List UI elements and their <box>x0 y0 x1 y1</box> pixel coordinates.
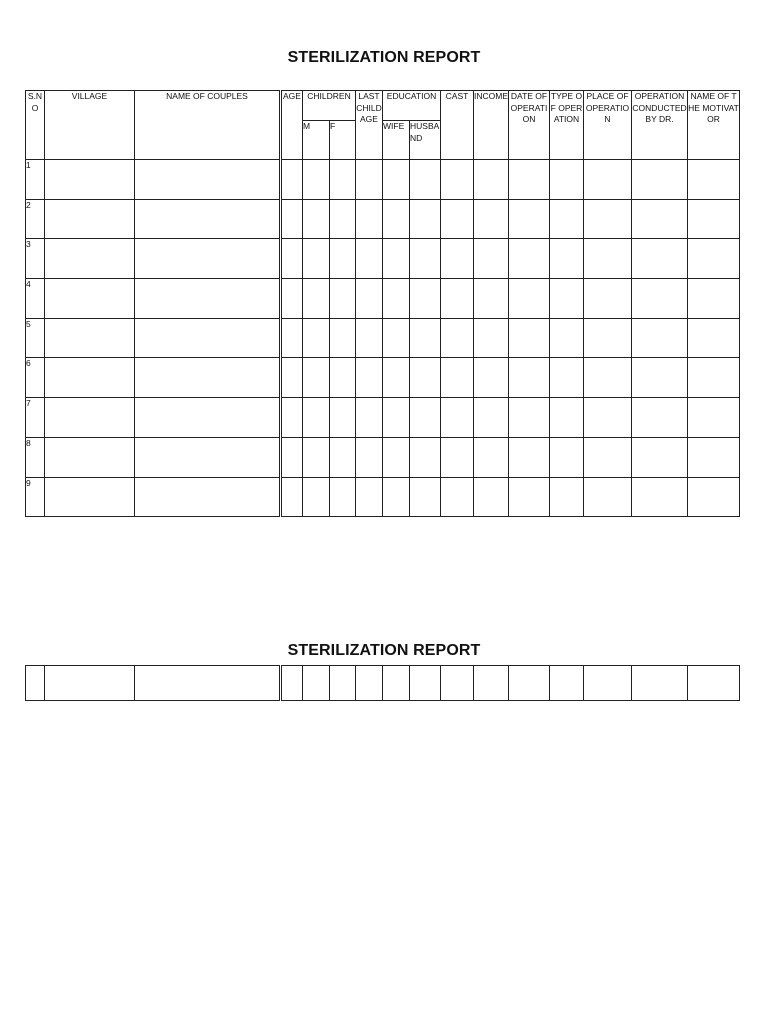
table-cell <box>330 398 356 438</box>
table-cell <box>632 318 688 358</box>
table-cell <box>135 199 280 239</box>
header-sno: S.NO <box>26 91 45 160</box>
table-cell <box>383 199 410 239</box>
table-cell <box>410 666 441 701</box>
table-cell <box>632 160 688 200</box>
header-cast: CAST <box>441 91 474 160</box>
table-cell <box>330 279 356 319</box>
table-row <box>26 239 740 279</box>
table-row <box>26 477 740 517</box>
row-number: 8 <box>26 437 45 477</box>
table-cell <box>550 160 584 200</box>
table-cell <box>383 666 410 701</box>
table-cell <box>383 279 410 319</box>
table-cell <box>383 437 410 477</box>
table-cell <box>509 666 550 701</box>
table-cell <box>474 160 509 200</box>
table-cell <box>26 666 45 701</box>
table-cell <box>135 666 280 701</box>
report-title-repeat: STERILIZATION REPORT <box>287 642 481 659</box>
table-cell <box>330 160 356 200</box>
table-cell <box>330 358 356 398</box>
table-cell <box>356 199 383 239</box>
table-cell <box>509 318 550 358</box>
header-last-child-age: LAST CHILD AGE <box>356 91 383 160</box>
sterilization-report-table <box>25 90 740 517</box>
table-cell <box>383 160 410 200</box>
table-row <box>26 279 740 319</box>
table-cell <box>303 358 330 398</box>
table-cell <box>330 199 356 239</box>
header-name-of-couples: NAME OF COUPLES <box>135 91 280 160</box>
table-cell <box>688 477 740 517</box>
table-cell <box>135 437 280 477</box>
table-cell <box>45 398 135 438</box>
table-cell <box>356 477 383 517</box>
table-row <box>26 398 740 438</box>
table-cell <box>303 437 330 477</box>
table-cell <box>383 398 410 438</box>
table-cell <box>282 358 303 398</box>
table-cell <box>135 318 280 358</box>
table-cell <box>303 318 330 358</box>
table-cell <box>584 199 632 239</box>
row-number: 2 <box>26 199 45 239</box>
header-children: CHILDREN <box>303 91 356 121</box>
table-row <box>26 666 740 701</box>
row-number: 9 <box>26 477 45 517</box>
table-cell <box>45 477 135 517</box>
table-cell <box>474 318 509 358</box>
header-education-husband: HUSBAND <box>410 121 441 160</box>
table-cell <box>282 318 303 358</box>
table-cell <box>303 398 330 438</box>
table-cell <box>303 239 330 279</box>
table-cell <box>584 279 632 319</box>
table-cell <box>356 239 383 279</box>
table-cell <box>688 666 740 701</box>
table-cell <box>584 477 632 517</box>
table-cell <box>474 199 509 239</box>
table-row <box>26 358 740 398</box>
table-cell <box>688 199 740 239</box>
table-cell <box>410 279 441 319</box>
table-cell <box>632 358 688 398</box>
table-cell <box>441 318 474 358</box>
table-cell <box>441 239 474 279</box>
table-cell <box>474 398 509 438</box>
table-cell <box>474 279 509 319</box>
table-cell <box>632 199 688 239</box>
table-cell <box>474 666 509 701</box>
table-cell <box>45 160 135 200</box>
table-cell <box>410 477 441 517</box>
table-cell <box>356 666 383 701</box>
table-cell <box>303 666 330 701</box>
table-cell <box>441 437 474 477</box>
table-cell <box>410 199 441 239</box>
table-cell <box>509 358 550 398</box>
table-cell <box>550 199 584 239</box>
table-cell <box>550 477 584 517</box>
table-cell <box>282 477 303 517</box>
table-cell <box>550 279 584 319</box>
header-income: INCOME <box>474 91 509 160</box>
table-cell <box>45 199 135 239</box>
table-cell <box>282 666 303 701</box>
header-education-wife: WIFE <box>383 121 410 160</box>
table-cell <box>584 437 632 477</box>
table-cell <box>282 199 303 239</box>
table-cell <box>410 318 441 358</box>
report-title: STERILIZATION REPORT <box>287 49 481 66</box>
table-cell <box>45 239 135 279</box>
table-cell <box>410 160 441 200</box>
table-cell <box>135 358 280 398</box>
table-cell <box>303 477 330 517</box>
row-number: 7 <box>26 398 45 438</box>
header-place-of-operation: PLACE OF OPERATION <box>584 91 632 160</box>
table-cell <box>45 437 135 477</box>
header-children-female: F <box>330 121 356 160</box>
table-cell <box>330 239 356 279</box>
table-cell <box>632 279 688 319</box>
header-type-of-operation: TYPE OF OPERATION <box>550 91 584 160</box>
table-cell <box>509 160 550 200</box>
table-cell <box>550 398 584 438</box>
table-cell <box>632 398 688 438</box>
table-cell <box>356 398 383 438</box>
table-cell <box>410 358 441 398</box>
table-cell <box>441 666 474 701</box>
table-cell <box>410 239 441 279</box>
table-cell <box>550 239 584 279</box>
table-cell <box>441 160 474 200</box>
table-cell <box>509 398 550 438</box>
table-cell <box>282 279 303 319</box>
header-date-of-operation: DATE OF OPERATION <box>509 91 550 160</box>
table-cell <box>383 318 410 358</box>
table-cell <box>474 358 509 398</box>
table-cell <box>584 318 632 358</box>
row-number: 1 <box>26 160 45 200</box>
table-cell <box>303 199 330 239</box>
table-cell <box>509 239 550 279</box>
header-name-of-motivator: NAME OF THE MOTIVATOR <box>688 91 740 160</box>
table-cell <box>632 666 688 701</box>
header-education: EDUCATION <box>383 91 441 121</box>
table-cell <box>688 239 740 279</box>
row-number: 3 <box>26 239 45 279</box>
sterilization-report-table-continued <box>25 665 740 701</box>
table-cell <box>550 666 584 701</box>
table-cell <box>688 398 740 438</box>
table-cell <box>441 279 474 319</box>
table-cell <box>383 239 410 279</box>
header-village: VILLAGE <box>45 91 135 160</box>
table-cell <box>550 358 584 398</box>
table-cell <box>474 437 509 477</box>
table-row <box>26 437 740 477</box>
table-cell <box>584 398 632 438</box>
row-number: 5 <box>26 318 45 358</box>
table-cell <box>356 358 383 398</box>
table-cell <box>441 477 474 517</box>
table-cell <box>688 437 740 477</box>
table-cell <box>383 477 410 517</box>
table-cell <box>356 279 383 319</box>
table-cell <box>330 477 356 517</box>
table-cell <box>282 398 303 438</box>
table-cell <box>282 160 303 200</box>
table-cell <box>584 239 632 279</box>
table-cell <box>330 666 356 701</box>
table-cell <box>45 666 135 701</box>
table-cell <box>330 318 356 358</box>
table-cell <box>509 437 550 477</box>
table-cell <box>303 160 330 200</box>
table-row <box>26 160 740 200</box>
table-cell <box>632 437 688 477</box>
table-cell <box>632 239 688 279</box>
table-cell <box>441 398 474 438</box>
table-cell <box>688 279 740 319</box>
table-cell <box>135 160 280 200</box>
table-cell <box>356 160 383 200</box>
table-cell <box>474 239 509 279</box>
table-cell <box>550 437 584 477</box>
table-cell <box>410 398 441 438</box>
table-cell <box>688 160 740 200</box>
table-cell <box>632 477 688 517</box>
table-cell <box>45 358 135 398</box>
table-cell <box>356 437 383 477</box>
header-children-male: M <box>303 121 330 160</box>
table-cell <box>509 279 550 319</box>
table-cell <box>688 318 740 358</box>
table-cell <box>135 279 280 319</box>
table-row <box>26 318 740 358</box>
table-cell <box>303 279 330 319</box>
table-cell <box>330 437 356 477</box>
table-cell <box>550 318 584 358</box>
row-number: 6 <box>26 358 45 398</box>
table-cell <box>441 358 474 398</box>
table-cell <box>282 239 303 279</box>
table-cell <box>688 358 740 398</box>
table-cell <box>356 318 383 358</box>
table-cell <box>584 358 632 398</box>
row-number: 4 <box>26 279 45 319</box>
table-cell <box>509 199 550 239</box>
table-cell <box>474 477 509 517</box>
table-cell <box>135 477 280 517</box>
header-age: AGE <box>282 91 303 160</box>
table-cell <box>282 437 303 477</box>
table-cell <box>135 239 280 279</box>
table-cell <box>584 160 632 200</box>
table-cell <box>383 358 410 398</box>
header-operation-conducted-by: OPERATION CONDUCTED BY DR. <box>632 91 688 160</box>
table-row <box>26 199 740 239</box>
table-cell <box>441 199 474 239</box>
table-cell <box>45 318 135 358</box>
table-cell <box>509 477 550 517</box>
table-cell <box>135 398 280 438</box>
table-cell <box>584 666 632 701</box>
table-cell <box>45 279 135 319</box>
table-cell <box>410 437 441 477</box>
